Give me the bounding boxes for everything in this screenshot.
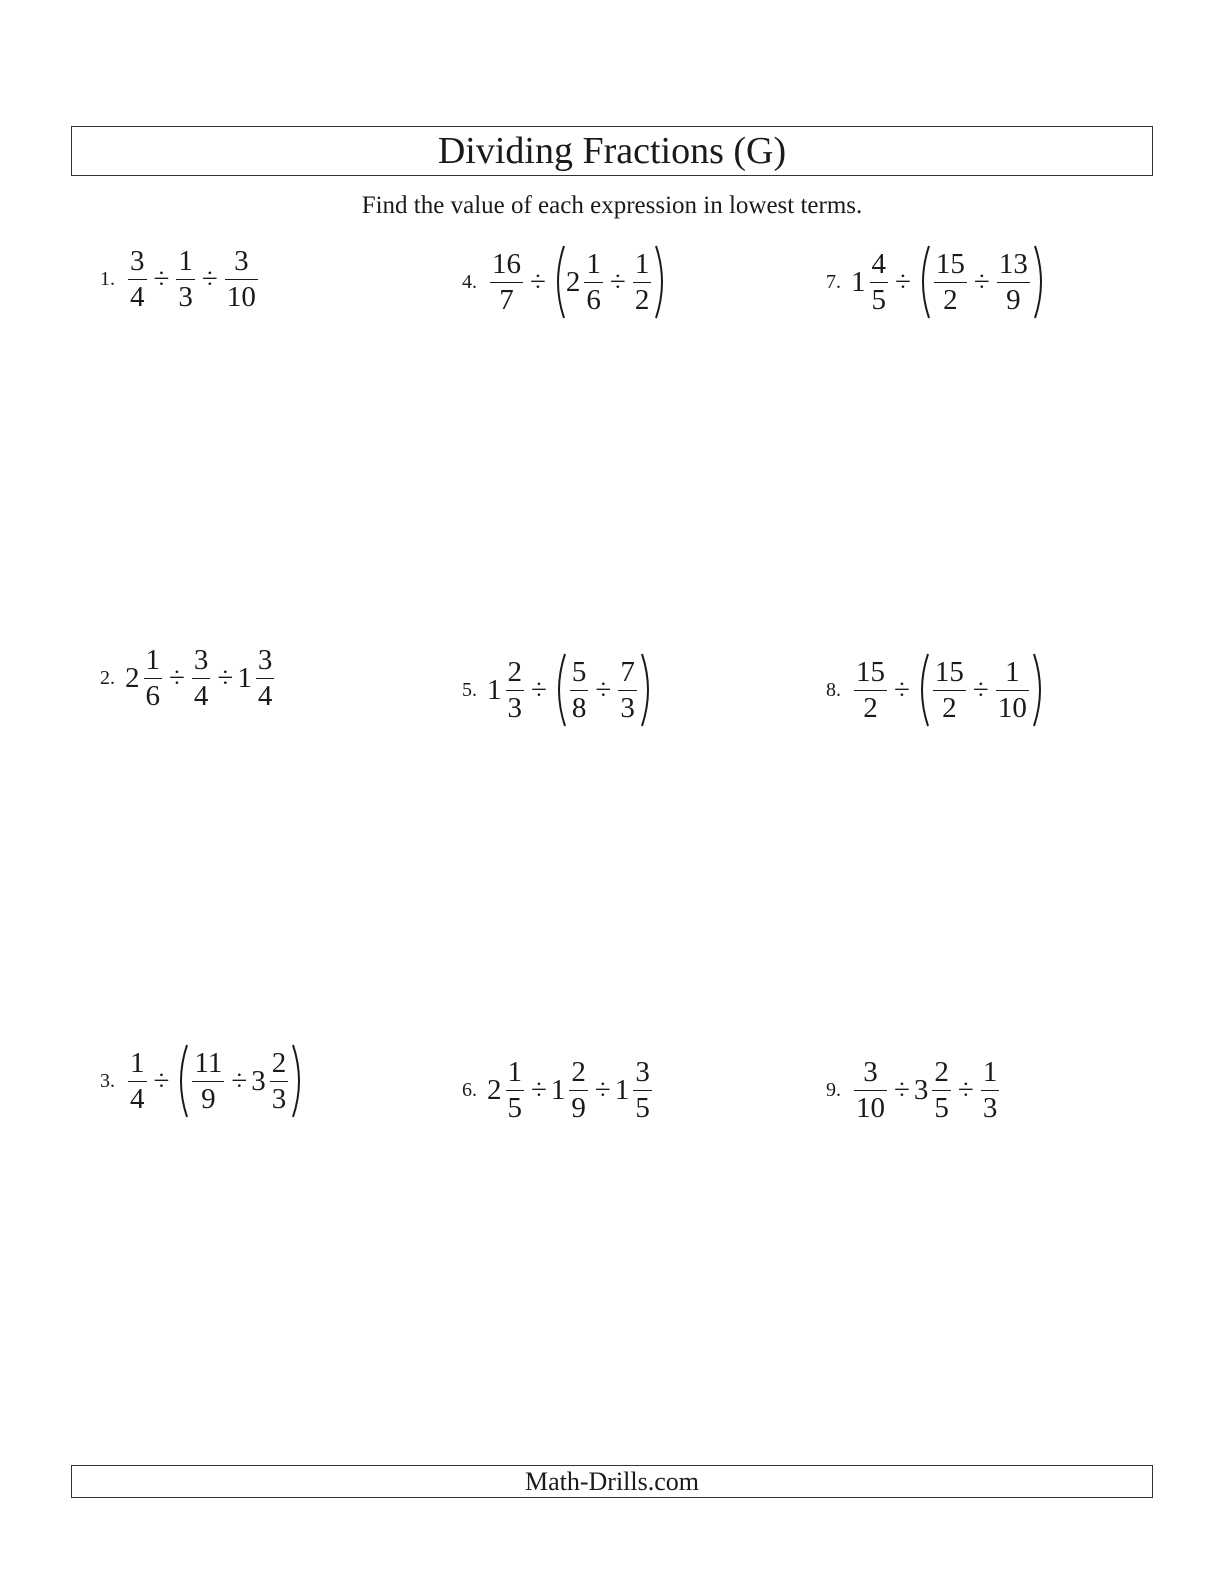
whole-number: 3: [913, 1073, 929, 1106]
divide-symbol: ÷: [531, 1073, 547, 1106]
denominator: 10: [856, 1091, 885, 1124]
problem-4: [462, 244, 670, 320]
divide-symbol: ÷: [594, 1073, 611, 1106]
numerator: 3: [234, 245, 249, 277]
fraction: [854, 655, 887, 726]
problem-2: [100, 643, 277, 714]
denominator: 10: [997, 691, 1027, 724]
divide-symbol: ÷: [972, 673, 989, 706]
instructions: Find the value of each expression in lowest terms.: [361, 192, 863, 219]
numerator: 3: [635, 1056, 650, 1088]
denominator: 3: [507, 691, 522, 724]
denominator: 2: [634, 283, 650, 316]
problem-3: [100, 1043, 307, 1119]
denominator: 4: [193, 679, 209, 712]
problem-number: 9.: [826, 1078, 841, 1101]
left-paren: [551, 652, 567, 728]
numerator: 11: [194, 1046, 223, 1079]
denominator: 6: [145, 679, 160, 712]
numerator: 2: [271, 1046, 287, 1079]
fraction: [128, 1046, 147, 1117]
right-paren: [654, 244, 670, 320]
denominator: 9: [201, 1082, 216, 1115]
numerator: 13: [998, 247, 1028, 280]
fraction: [932, 1055, 951, 1126]
fraction: [933, 655, 966, 726]
divide-symbol: ÷: [595, 673, 612, 706]
parenthesized-group: [551, 652, 656, 728]
numerator: 2: [571, 1056, 586, 1088]
denominator: 5: [635, 1091, 650, 1124]
fraction: [506, 1055, 525, 1126]
divide-symbol: ÷: [957, 1073, 974, 1106]
problem-5: [462, 652, 656, 728]
fraction: [192, 1046, 224, 1117]
denominator: 6: [586, 283, 601, 316]
problem-number: 1.: [100, 267, 115, 290]
numerator: 1: [507, 1056, 522, 1088]
problem-1: [100, 244, 261, 315]
numerator: 1: [1005, 655, 1020, 688]
denominator: 5: [934, 1091, 949, 1124]
fraction: [996, 655, 1029, 726]
problem-number: 6.: [462, 1078, 477, 1101]
whole-number: 2: [125, 661, 140, 694]
expression: [851, 652, 1048, 728]
numerator: 3: [193, 644, 209, 676]
numerator: 5: [571, 655, 587, 688]
whole-number: 1: [550, 1073, 566, 1106]
numerator: 1: [586, 247, 601, 280]
divide-symbol: ÷: [609, 265, 626, 298]
fraction: [854, 1055, 887, 1126]
numerator: 1: [145, 644, 160, 676]
denominator: 9: [1006, 283, 1021, 316]
problem-8: [826, 652, 1048, 728]
fraction: [270, 1046, 289, 1117]
expression: [125, 1043, 307, 1119]
expression: [487, 652, 656, 728]
right-paren: [1032, 652, 1048, 728]
problem-number: 5.: [462, 678, 477, 701]
whole-number: 3: [251, 1064, 266, 1097]
numerator: 3: [130, 245, 145, 277]
numerator: 1: [982, 1056, 998, 1088]
fraction: [569, 1055, 588, 1126]
divide-symbol: ÷: [894, 1073, 910, 1106]
problem-number: 3.: [100, 1069, 115, 1092]
footer-text: Math-Drills.com: [524, 1466, 700, 1496]
fraction: [570, 655, 589, 726]
divide-symbol: ÷: [169, 661, 185, 694]
parenthesized-group: [550, 244, 670, 320]
fraction: [618, 655, 637, 726]
divide-symbol: ÷: [973, 265, 990, 298]
divide-symbol: ÷: [217, 661, 234, 694]
right-paren: [291, 1043, 307, 1119]
fraction: [633, 1055, 652, 1126]
divide-symbol: ÷: [895, 265, 911, 298]
denominator: 5: [507, 1091, 522, 1124]
denominator: 10: [226, 280, 256, 313]
denominator: 5: [871, 283, 886, 316]
numerator: 3: [257, 644, 273, 676]
numerator: 2: [934, 1056, 949, 1088]
fraction: [490, 247, 523, 318]
left-paren: [550, 244, 566, 320]
fraction: [981, 1055, 1000, 1126]
numerator: 3: [863, 1056, 878, 1088]
numerator: 1: [634, 247, 650, 280]
denominator: 2: [943, 283, 958, 316]
expression: [125, 643, 277, 714]
problem-number: 8.: [826, 678, 841, 701]
divide-symbol: ÷: [231, 1064, 248, 1097]
problem-number: 7.: [826, 270, 841, 293]
fraction: [256, 643, 275, 714]
expression: [851, 244, 1049, 320]
denominator: 4: [257, 679, 273, 712]
fraction: [144, 643, 163, 714]
problem-number: 2.: [100, 666, 115, 689]
denominator: 9: [571, 1091, 586, 1124]
whole-number: 1: [487, 673, 502, 706]
parenthesized-group: [914, 652, 1048, 728]
denominator: 7: [499, 283, 514, 316]
problem-7: [826, 244, 1049, 320]
denominator: 3: [178, 280, 193, 313]
whole-number: 2: [565, 265, 581, 298]
fraction: [997, 247, 1030, 318]
expression: [125, 244, 261, 315]
numerator: 4: [871, 247, 886, 280]
denominator: 3: [620, 691, 635, 724]
numerator: 15: [856, 655, 885, 688]
denominator: 2: [863, 691, 878, 724]
numerator: 7: [620, 655, 635, 688]
page-title: Dividing Fractions (G): [437, 130, 787, 172]
denominator: 3: [982, 1091, 998, 1124]
parenthesized-group: [915, 244, 1049, 320]
fraction: [225, 244, 258, 315]
whole-number: 2: [487, 1073, 502, 1106]
divide-symbol: ÷: [153, 262, 170, 295]
title-box: [71, 126, 1153, 176]
numerator: 1: [178, 245, 193, 277]
divide-symbol: ÷: [530, 265, 546, 298]
footer-box: [71, 1465, 1153, 1498]
whole-number: 1: [851, 265, 866, 298]
denominator: 3: [271, 1082, 287, 1115]
fraction: [934, 247, 967, 318]
denominator: 2: [942, 691, 957, 724]
divide-symbol: ÷: [531, 673, 547, 706]
numerator: 2: [507, 655, 522, 688]
numerator: 15: [935, 247, 965, 280]
divide-symbol: ÷: [894, 673, 910, 706]
fraction: [870, 247, 889, 318]
denominator: 4: [130, 1082, 145, 1115]
numerator: 1: [130, 1046, 145, 1079]
left-paren: [173, 1043, 189, 1119]
problem-6: [462, 1055, 655, 1126]
left-paren: [915, 244, 931, 320]
denominator: 4: [130, 280, 145, 313]
parenthesized-group: [173, 1043, 307, 1119]
denominator: 8: [571, 691, 587, 724]
right-paren: [1033, 244, 1049, 320]
problem-number: 4.: [462, 270, 477, 293]
numerator: 15: [934, 655, 964, 688]
fraction: [128, 244, 147, 315]
numerator: 16: [492, 247, 521, 280]
whole-number: 1: [614, 1073, 630, 1106]
expression: [851, 1055, 1002, 1126]
expression: [487, 1055, 655, 1126]
divide-symbol: ÷: [153, 1064, 170, 1097]
fraction: [633, 247, 652, 318]
divide-symbol: ÷: [201, 262, 218, 295]
whole-number: 1: [237, 661, 252, 694]
expression: [487, 244, 670, 320]
problem-9: [826, 1055, 1002, 1126]
fraction: [584, 247, 603, 318]
left-paren: [914, 652, 930, 728]
right-paren: [640, 652, 656, 728]
fraction: [176, 244, 195, 315]
fraction: [506, 655, 525, 726]
fraction: [192, 643, 211, 714]
